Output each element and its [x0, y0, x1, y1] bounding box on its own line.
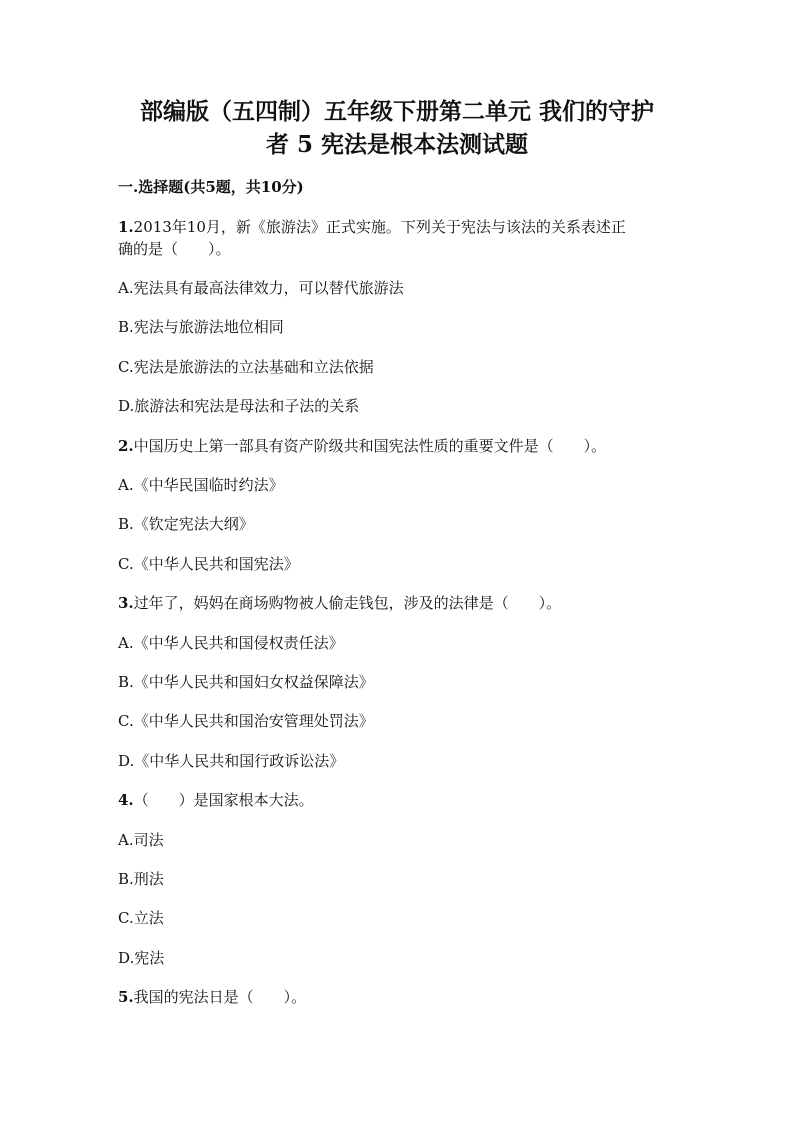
question-4-option-b: B.刑法: [118, 870, 164, 888]
question-2-stem: [118, 435, 606, 456]
question-3-option-d: D.《中华人民共和国行政诉讼法》: [118, 752, 345, 770]
question-1-option-b: B.宪法与旅游法地位相同: [118, 318, 284, 336]
question-1-stem-text: 2013年10月，新《旅游法》正式实施。下列关于宪法与该法的关系表述正: [133, 218, 626, 236]
question-3-stem-text: 过年了，妈妈在商场购物被人偷走钱包，涉及的法律是（ ）。: [133, 594, 562, 612]
question-3-number: 3.: [118, 594, 134, 612]
question-5-stem: [118, 986, 306, 1007]
question-2-number: 2.: [118, 437, 134, 455]
question-2-option-c: C.《中华人民共和国宪法》: [118, 555, 299, 573]
question-3-option-b: B.《中华人民共和国妇女权益保障法》: [118, 673, 374, 691]
question-5-number: 5.: [118, 988, 134, 1006]
question-5-stem-text: 我国的宪法日是（ ）。: [133, 988, 307, 1006]
question-4-option-c: C.立法: [118, 909, 164, 927]
question-3-option-a: A.《中华人民共和国侵权责任法》: [118, 634, 344, 652]
question-4-stem-text: （ ）是国家根本大法。: [133, 791, 314, 809]
question-1-option-a: A.宪法具有最高法律效力，可以替代旅游法: [118, 279, 404, 297]
question-4-option-a: A.司法: [118, 831, 164, 849]
question-2-stem-text: 中国历史上第一部具有资产阶级共和国宪法性质的重要文件是（ ）。: [133, 437, 607, 455]
question-1-stem-line-1: [118, 216, 626, 237]
question-1-option-d: D.旅游法和宪法是母法和子法的关系: [118, 397, 360, 415]
page-title-line-2: 者 5 宪法是根本法测试题: [265, 131, 529, 158]
question-1-number: 1.: [118, 218, 134, 236]
question-1-option-c: C.宪法是旅游法的立法基础和立法依据: [118, 358, 374, 376]
question-2-option-a: A.《中华民国临时约法》: [118, 476, 284, 494]
question-4-stem: [118, 789, 314, 810]
question-3-option-c: C.《中华人民共和国治安管理处罚法》: [118, 712, 374, 730]
page-title-line-1: 部编版（五四制）五年级下册第二单元 我们的守护: [139, 98, 654, 125]
question-1-stem-line-2: 确的是（ ）。: [118, 240, 231, 258]
section-heading: 一.选择题(共5题，共10分): [118, 178, 304, 196]
question-4-number: 4.: [118, 791, 134, 809]
question-4-option-d: D.宪法: [118, 949, 165, 967]
question-3-stem: [118, 592, 561, 613]
question-2-option-b: B.《钦定宪法大纲》: [118, 515, 254, 533]
